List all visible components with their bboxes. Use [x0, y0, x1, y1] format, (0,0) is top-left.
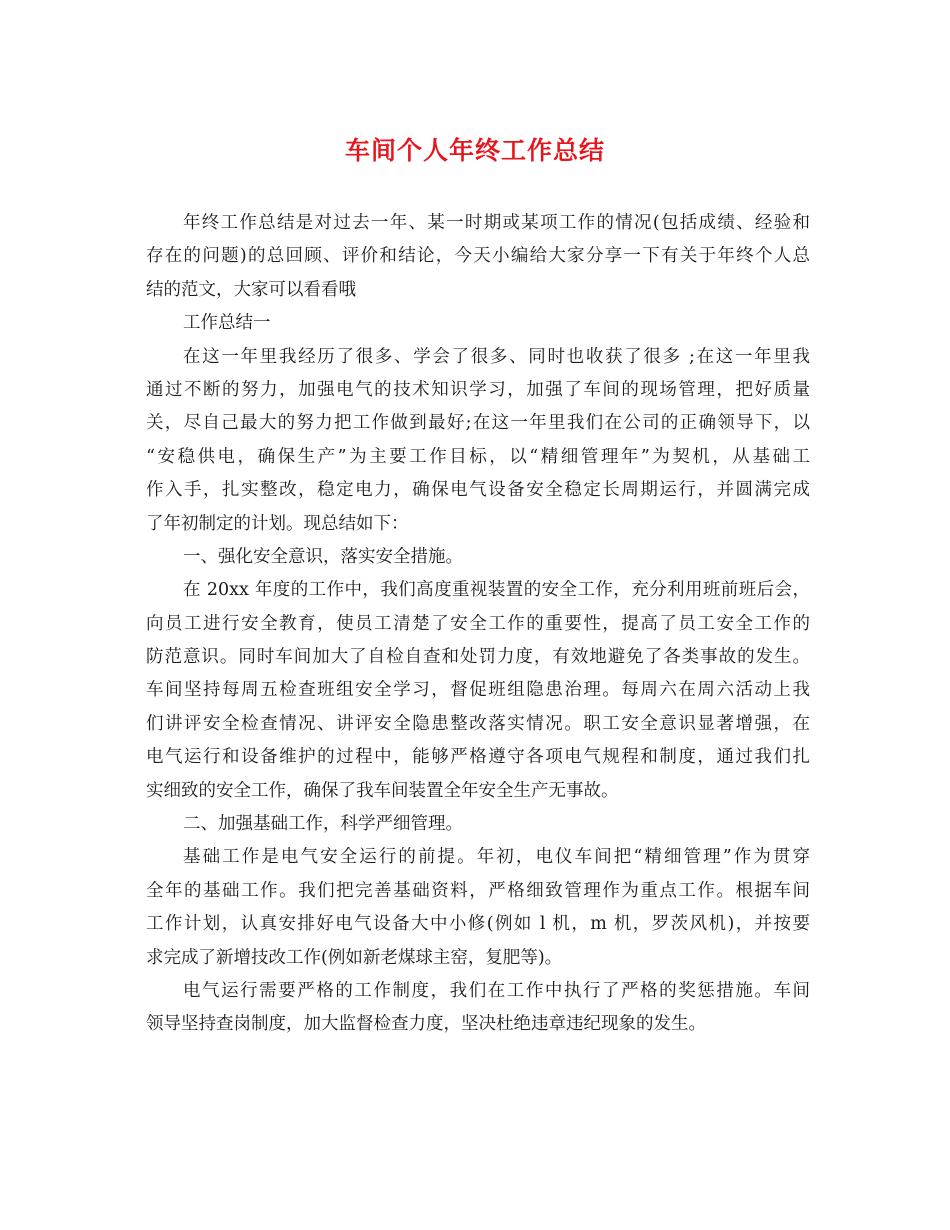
- text-line: 作入手，扎实整改，稳定电力，确保电气设备安全稳定长周期运行，并圆满完成: [146, 480, 810, 501]
- text-line: 车间坚持每周五检查班组安全学习，督促班组隐患治理。每周六在周六活动上我: [146, 680, 810, 701]
- text-line: 电气运行和设备维护的过程中，能够严格遵守各项电气规程和制度，通过我们扎: [146, 747, 810, 768]
- text-line: 了年初制定的计划。现总结如下：: [146, 513, 409, 534]
- document-body: [146, 207, 810, 1042]
- text-line: 一、强化安全意识，落实安全措施。: [183, 546, 463, 567]
- text-line: 通过不断的努力，加强电气的技术知识学习，加强了车间的现场管理，把好质量: [146, 379, 810, 400]
- text-line: 工作总结一: [183, 313, 271, 334]
- text-line: 结的范文，大家可以看看哦: [146, 279, 356, 300]
- text-line: 关，尽自己最大的努力把工作做到最好;在这一年里我们在公司的正确领导下，以: [146, 413, 810, 434]
- text-line: 年终工作总结是对过去一年、某一时期或某项工作的情况(包括成绩、经验和: [183, 213, 810, 233]
- text-line: 基础工作是电气安全运行的前提。年初，电仪车间把“精细管理”作为贯穿: [183, 847, 810, 868]
- text-line: 求完成了新增技改工作(例如新老煤球主窑，复肥等)。: [146, 947, 563, 968]
- text-line: 在这一年里我经历了很多、学会了很多、同时也收获了很多 ;在这一年里我: [183, 346, 810, 367]
- text-line: 们讲评安全检查情况、讲评安全隐患整改落实情况。职工安全意识显著增强，在: [146, 713, 810, 734]
- text-line: 工作计划，认真安排好电气设备大中小修(例如 l 机，m 机，罗茨风机)，并按要: [146, 914, 810, 935]
- text-line: 领导坚持查岗制度，加大监督检查力度，坚决杜绝违章违纪现象的发生。: [146, 1014, 706, 1035]
- text-line: 全年的基础工作。我们把完善基础资料，严格细致管理作为重点工作。根据车间: [146, 880, 810, 901]
- text-line: 在 20xx 年度的工作中，我们高度重视装置的安全工作，充分利用班前班后会，: [183, 580, 810, 601]
- text-line: 向员工进行安全教育，使员工清楚了安全工作的重要性，提高了员工安全工作的: [146, 613, 810, 634]
- text-line: 存在的问题)的总回顾、评价和结论，今天小编给大家分享一下有关于年终个人总: [146, 246, 810, 267]
- document-title: 车间个人年终工作总结: [344, 136, 605, 165]
- text-line: 电气运行需要严格的工作制度，我们在工作中执行了严格的奖惩措施。车间: [183, 980, 810, 1001]
- text-line: 二、加强基础工作，科学严细管理。: [183, 814, 463, 835]
- text-line: “安稳供电，确保生产”为主要工作目标，以“精细管理年”为契机，从基础工: [146, 446, 810, 467]
- text-line: 实细致的安全工作，确保了我车间装置全年安全生产无事故。: [146, 780, 619, 801]
- text-line: 防范意识。同时车间加大了自检自查和处罚力度，有效地避免了各类事故的发生。: [146, 647, 810, 668]
